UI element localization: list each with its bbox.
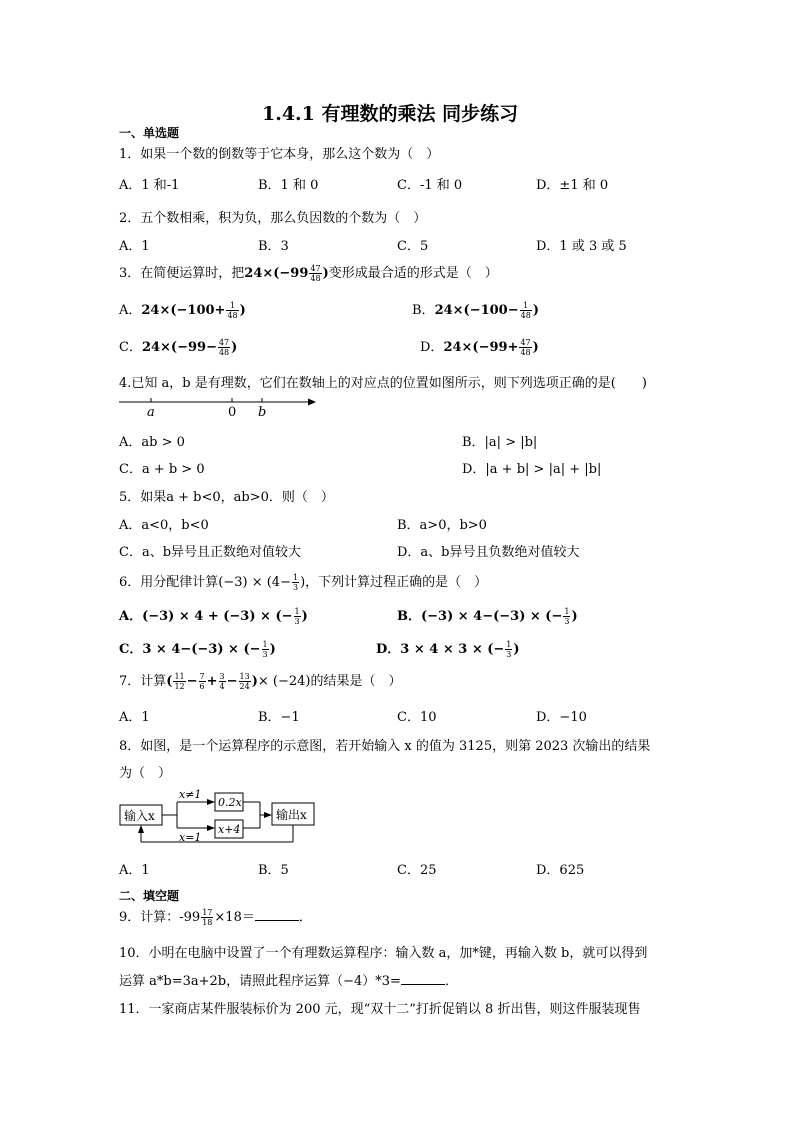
question-6-option-b: B．(−3) × 4−(−3) × (− $\frac{1}{3}$ ): [397, 607, 578, 626]
flowchart-op-bottom-label: x+4: [218, 823, 241, 836]
question-8-option-a: A．1: [119, 863, 150, 878]
question-3-option-a: A．24×(−100+ $\frac{1}{48}$ ): [119, 301, 246, 320]
question-2-option-d: D．1 或 3 或 5: [536, 239, 627, 254]
question-7-option-c: C．10: [397, 710, 437, 725]
question-8-option-b: B．5: [258, 863, 289, 878]
question-10-answer-blank[interactable]: [401, 972, 445, 985]
question-8-stem-line-2: 为（ ）: [119, 766, 172, 781]
question-1-option-d: D．±1 和 0: [536, 178, 609, 193]
flowchart-op-top-label: 0.2x: [218, 796, 242, 809]
question-9-answer-blank[interactable]: [255, 908, 299, 921]
question-3-option-c: C．24×(−99− $\frac{47}{48}$ ): [119, 338, 238, 357]
question-3-expression: 24×(−99: [244, 266, 309, 281]
number-line-label-zero: 0: [228, 405, 237, 419]
question-6-stem: 6．用分配律计算(−3) × (4− $\frac{1}{3}$ )，下列计算过程正确的是（ ）: [119, 573, 488, 592]
page-title: 1.4.1 有理数的乘法 同步练习: [262, 103, 519, 125]
question-1-stem: 1．如果一个数的倒数等于它本身，那么这个数为（ ）: [119, 147, 440, 162]
question-2-option-c: C．5: [397, 239, 429, 254]
question-5-option-b: B．a>0，b>0: [397, 518, 487, 533]
question-7-stem: 7．计算( $\frac{11}{12}$ − $\frac{7}{6}$ + $\frac{3}{4}$ − $\frac{13}{24}$ )× (−24)的结果是（ ）: [119, 672, 402, 691]
question-5-option-c: C．a、b异号且正数绝对值较大: [119, 545, 302, 560]
question-5-option-a: A．a<0，b<0: [119, 518, 209, 533]
question-2-option-a: A．1: [119, 239, 150, 254]
question-3-option-d: D．24×(−99+ $\frac{47}{48}$ ): [420, 338, 539, 357]
question-9-stem: 9．计算：-99 $\frac{17}{18}$ ×18＝ ．: [119, 908, 312, 927]
question-8-option-d: D．625: [536, 863, 585, 878]
question-4-option-c: C．a + b > 0: [119, 462, 205, 477]
question-8-option-c: C．25: [397, 863, 437, 878]
flowchart-output-label: 输出x: [276, 808, 307, 822]
number-line-figure: [115, 393, 325, 419]
number-line-label-a: a: [147, 405, 155, 419]
question-3-stem-post: 变形成最合适的形式是（ ）: [328, 266, 498, 281]
question-7-option-a: A．1: [119, 710, 150, 725]
question-1-option-c: C．-1 和 0: [397, 178, 463, 193]
question-6-option-c: C．3 × 4−(−3) × (− $\frac{1}{3}$ ): [119, 640, 276, 659]
flowchart-input-label: 输入x: [124, 809, 155, 823]
question-6-option-d: D．3 × 4 × 3 × (− $\frac{1}{3}$ ): [376, 640, 520, 659]
question-2-stem: 2．五个数相乘，积为负，那么负因数的个数为（ ）: [119, 211, 427, 226]
question-3-option-b: B．24×(−100− $\frac{1}{48}$ ): [412, 301, 539, 320]
question-3-stem-pre: 3．在简便运算时，把: [119, 266, 245, 281]
question-3-stem: 3．在简便运算时，把24×(−99 $\frac{47}{48}$ )变形成最合适的形式是（ ）: [119, 264, 498, 283]
question-4-option-b: B．|a| > |b|: [462, 435, 538, 450]
flowchart-condition-bottom: x=1: [179, 831, 202, 844]
question-1-option-b: B．1 和 0: [258, 178, 319, 193]
question-6-option-a: A．(−3) × 4 + (−3) × (− $\frac{1}{3}$ ): [119, 607, 308, 626]
question-5-stem: 5．如果a + b<0，ab>0．则（ ）: [119, 490, 334, 505]
question-2-option-b: B．3: [258, 239, 289, 254]
question-10-line-1: 10．小明在电脑中设置了一个有理数运算程序：输入数 a，加*键，再输入数 b，就可以得到: [119, 946, 648, 961]
operation-flowchart: [115, 786, 320, 848]
section-heading-single-choice: 一、单选题: [119, 126, 180, 140]
flowchart-condition-top: x≠1: [179, 788, 202, 801]
number-line-arrow-icon: [308, 399, 316, 406]
section-heading-fill-blank: 二、填空题: [119, 889, 180, 903]
question-7-option-b: B．−1: [258, 710, 300, 725]
number-line-label-b: b: [258, 405, 267, 419]
question-5-option-d: D．a、b异号且负数绝对值较大: [397, 545, 580, 560]
question-7-option-d: D．−10: [536, 710, 587, 725]
question-11-line-1: 11．一家商店某件服装标价为 200 元，现“双十二”打折促销以 8 折出售，则这件服装现售: [119, 1002, 641, 1017]
question-3-fraction: $\frac{47}{48}$: [310, 264, 321, 283]
question-10-line-2: 运算 a*b=3a+2b，请照此程序运算（−4）*3= ．: [119, 974, 458, 989]
question-8-stem-line-1: 8．如图，是一个运算程序的示意图，若开始输入 x 的值为 3125，则第 2023 次输出的结果: [119, 739, 651, 754]
question-4-option-a: A．ab > 0: [119, 435, 185, 450]
question-4-stem: 4.已知 a，b 是有理数，它们在数轴上的对应点的位置如图所示，则下列选项正确的是( ): [119, 376, 647, 391]
question-4-option-d: D．|a + b| > |a| + |b|: [462, 462, 602, 477]
question-1-option-a: A．1 和-1: [119, 178, 180, 193]
